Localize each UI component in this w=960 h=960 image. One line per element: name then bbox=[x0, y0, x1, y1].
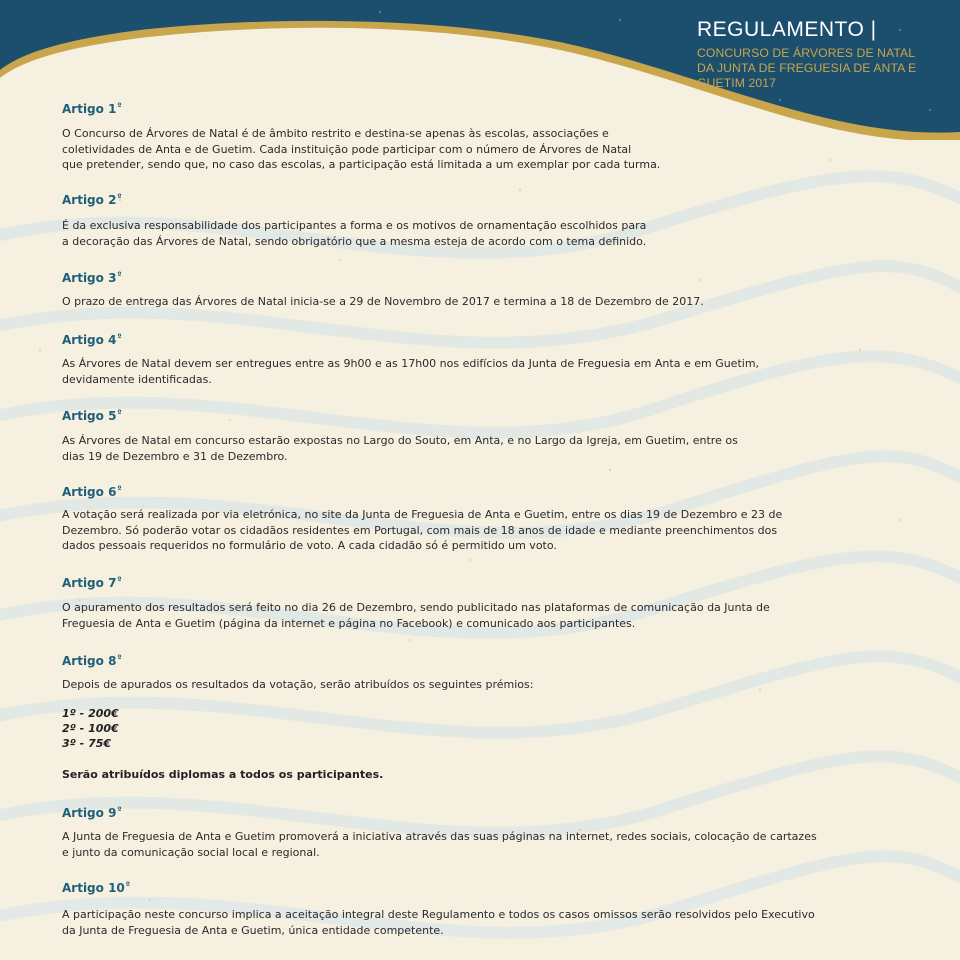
article-9-heading: Artigo $9^º$ bbox=[62, 805, 122, 820]
subtitle-line: GUETIM 2017 bbox=[697, 76, 776, 90]
article-8-heading: Artigo $8^º$ bbox=[62, 653, 122, 668]
article-7-heading: Artigo $7^º$ bbox=[62, 575, 122, 590]
article-10-heading: Artigo $10^º$ bbox=[62, 880, 130, 895]
page-title: REGULAMENTO | bbox=[697, 18, 877, 41]
prize-item: 3º - 75€ bbox=[62, 737, 112, 750]
prize-item: 1º - 200€ bbox=[62, 707, 119, 720]
article-1-text: O Concurso de Árvores de Natal é de âmbito restrito e destina-se apenas às escolas, associações e coletividades de Anta e de Guetim. Cada instituição pode participar com o número de Árvores de Natal que pretender, sendo que, no caso das escolas, a participação está limitada a um exemplar por cada turma. bbox=[62, 127, 661, 171]
subtitle-line: CONCURSO DE ÁRVORES DE NATAL bbox=[697, 46, 916, 60]
article-3-text: O prazo de entrega das Árvores de Natal inicia-se a 29 de Novembro de 2017 e termina a 18 de Dezembro de 2017. bbox=[62, 295, 704, 308]
article-7-text: O apuramento dos resultados será feito no dia 26 de Dezembro, sendo publicitado nas plataformas de comunicação da Junta de Freguesia de Anta e Guetim (página da internet e página no Facebook) e comunicado aos participantes. bbox=[62, 601, 770, 630]
diplomas-note: Serão atribuídos diplomas a todos os participantes. bbox=[62, 768, 384, 781]
article-8-text: Depois de apurados os resultados da votação, serão atribuídos os seguintes prémios: bbox=[62, 678, 534, 691]
prize-item: 2º - 100€ bbox=[62, 722, 119, 735]
article-4-heading: Artigo $4^º$ bbox=[62, 332, 122, 347]
article-9-text: A Junta de Freguesia de Anta e Guetim promoverá a iniciativa através das suas páginas na internet, redes sociais, colocação de cartazes e junto da comunicação social local e regional. bbox=[62, 830, 817, 859]
article-2-text: É da exclusiva responsabilidade dos participantes a forma e os motivos de ornamentação escolhidos para a decoração das Árvores de Natal, sendo obrigatório que a mesma esteja de acordo com o tema definido. bbox=[62, 219, 647, 248]
article-6-text: A votação será realizada por via eletrónica, no site da Junta de Freguesia de Anta e Guetim, entre os dias 19 de Dezembro e 23 de Dezembro. Só poderão votar os cidadãos residentes em Portugal, com mais de 18 anos de idade e mediante preenchimentos dos dados pessoais requeridos no formulário de voto. A cada cidadão só é permitido um voto. bbox=[62, 508, 783, 552]
article-5-heading: Artigo $5^º$ bbox=[62, 408, 122, 423]
subtitle-line: DA JUNTA DE FREGUESIA DE ANTA E bbox=[697, 61, 917, 75]
article-6-heading: Artigo $6^º$ bbox=[62, 484, 122, 499]
article-5-text: As Árvores de Natal em concurso estarão expostas no Largo do Souto, em Anta, e no Largo da Igreja, em Guetim, entre os dias 19 de Dezembro e 31 de Dezembro. bbox=[62, 434, 738, 463]
article-3-heading: Artigo $3^º$ bbox=[62, 270, 122, 285]
article-2-heading: Artigo $2^º$ bbox=[62, 192, 122, 207]
article-1-heading: Artigo $1^º$ bbox=[62, 101, 122, 116]
article-4-text: As Árvores de Natal devem ser entregues entre as 9h00 e as 17h00 nos edifícios da Junta de Freguesia em Anta e em Guetim, devidamente identificadas. bbox=[62, 357, 760, 386]
article-10-text: A participação neste concurso implica a aceitação integral deste Regulamento e todos os casos omissos serão resolvidos pelo Executivo da Junta de Freguesia de Anta e Guetim, única entidade competente. bbox=[62, 908, 815, 937]
prize-list bbox=[62, 706, 119, 751]
